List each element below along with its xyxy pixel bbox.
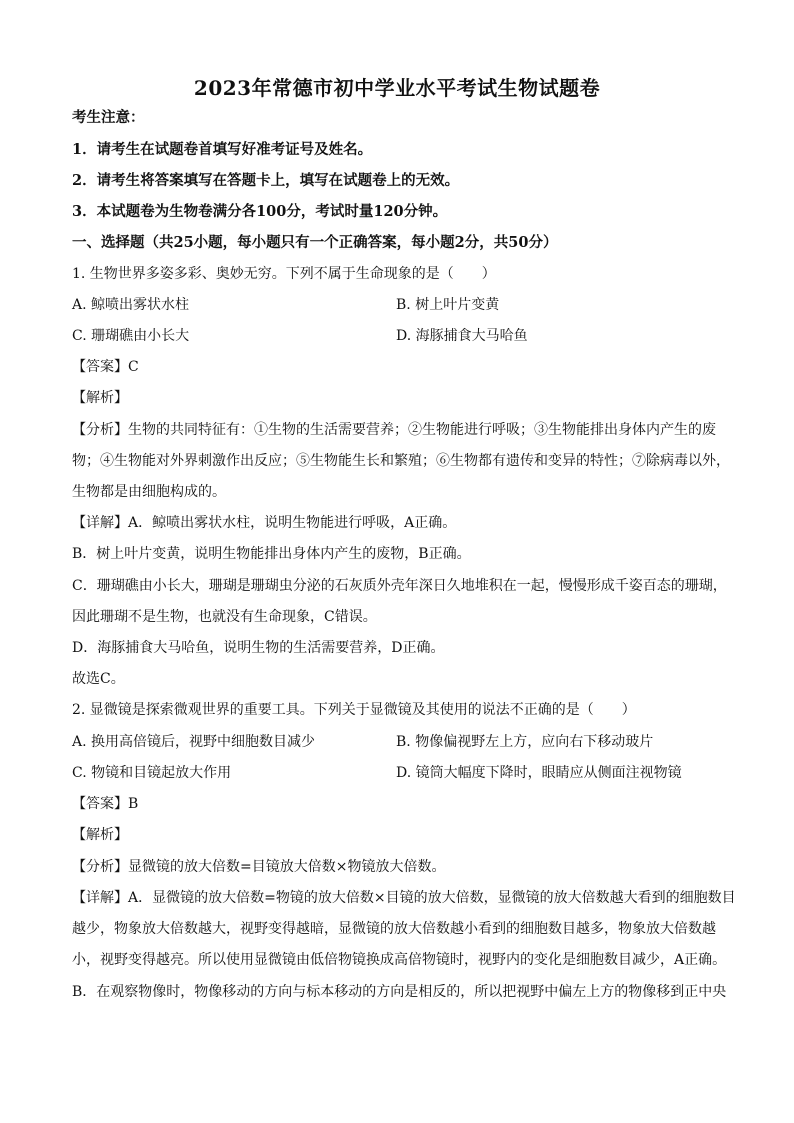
q2-detail-line-2: 越少，物象放大倍数越大，视野变得越暗，显微镜的放大倍数越小看到的细胞数目越多，物象放大倍数越 (72, 921, 716, 937)
q1-option-a: A. 鲸喷出雾状水柱 (72, 297, 190, 313)
q2-detail-line-1: 【详解】A．显微镜的放大倍数=物镜的放大倍数×目镜的放大倍数，显微镜的放大倍数越大看到的细胞数目 (72, 890, 736, 906)
notice-item-3: 3．本试题卷为生物卷满分各100分，考试时量120分钟。 (72, 203, 448, 220)
notice-heading: 考生注意： (72, 109, 145, 126)
notice-item-1: 1．请考生在试题卷首填写好准考证号及姓名。 (72, 141, 373, 158)
q2-detail-line-3: 小，视野变得越亮。所以使用显微镜由低倍物镜换成高倍物镜时，视野内的变化是细胞数目减少，A正确。 (72, 952, 727, 968)
q1-fenxi-line-1: 【分析】生物的共同特征有：①生物的生活需要营养；②生物能进行呼吸；③生物能排出身体内产生的废 (72, 422, 716, 438)
q1-option-c: C. 珊瑚礁由小长大 (72, 328, 190, 344)
q2-option-c: C. 物镜和目镜起放大作用 (72, 765, 232, 781)
section-heading: 一、选择题（共25小题，每小题只有一个正确答案，每小题2分，共50分） (72, 234, 558, 251)
q1-detail-line-5: D．海豚捕食大马哈鱼，说明生物的生活需要营养，D正确。 (72, 640, 445, 656)
q2-detail-line-4: B．在观察物像时，物像移动的方向与标本移动的方向是相反的，所以把视野中偏左上方的物像移到正中央 (72, 984, 727, 1000)
q1-conclusion: 故选C。 (72, 671, 125, 687)
q2-option-a: A. 换用高倍镜后，视野中细胞数目减少 (72, 734, 316, 750)
q1-detail-line-4: 因此珊瑚不是生物，也就没有生命现象，C错误。 (72, 609, 377, 625)
q1-fenxi-line-3: 生物都是由细胞构成的。 (72, 484, 226, 500)
q2-fenxi: 【分析】显微镜的放大倍数=目镜放大倍数×物镜放大倍数。 (72, 859, 446, 875)
q2-analysis-label: 【解析】 (72, 827, 128, 843)
page-title: 2023年常德市初中学业水平考试生物试题卷 (193, 76, 601, 100)
q1-fenxi-line-2: 物；④生物能对外界刺激作出反应；⑤生物能生长和繁殖；⑥生物都有遗传和变异的特性；⑦除病毒以外， (72, 453, 730, 469)
q1-stem: 1. 生物世界多姿多彩、奥妙无穷。下列不属于生命现象的是（ ） (72, 266, 496, 282)
q2-answer: 【答案】B (72, 796, 139, 812)
q2-option-b: B. 物像偏视野左上方，应向右下移动玻片 (396, 734, 654, 750)
notice-item-2: 2．请考生将答案填写在答题卡上，填写在试题卷上的无效。 (72, 172, 460, 189)
q2-option-d: D. 镜筒大幅度下降时，眼睛应从侧面注视物镜 (396, 765, 682, 781)
q1-option-b: B. 树上叶片变黄 (396, 297, 500, 313)
q1-detail-line-3: C．珊瑚礁由小长大，珊瑚是珊瑚虫分泌的石灰质外壳年深日久地堆积在一起，慢慢形成千姿百态的珊瑚， (72, 578, 727, 594)
q1-detail-line-2: B．树上叶片变黄，说明生物能排出身体内产生的废物，B正确。 (72, 546, 471, 562)
q1-detail-line-1: 【详解】A．鲸喷出雾状水柱，说明生物能进行呼吸，A正确。 (72, 515, 457, 531)
q2-stem: 2. 显微镜是探索微观世界的重要工具。下列关于显微镜及其使用的说法不正确的是（ ） (72, 702, 636, 718)
q1-option-d: D. 海豚捕食大马哈鱼 (396, 328, 528, 344)
q1-analysis-label: 【解析】 (72, 390, 128, 406)
q1-answer: 【答案】C (72, 359, 139, 375)
